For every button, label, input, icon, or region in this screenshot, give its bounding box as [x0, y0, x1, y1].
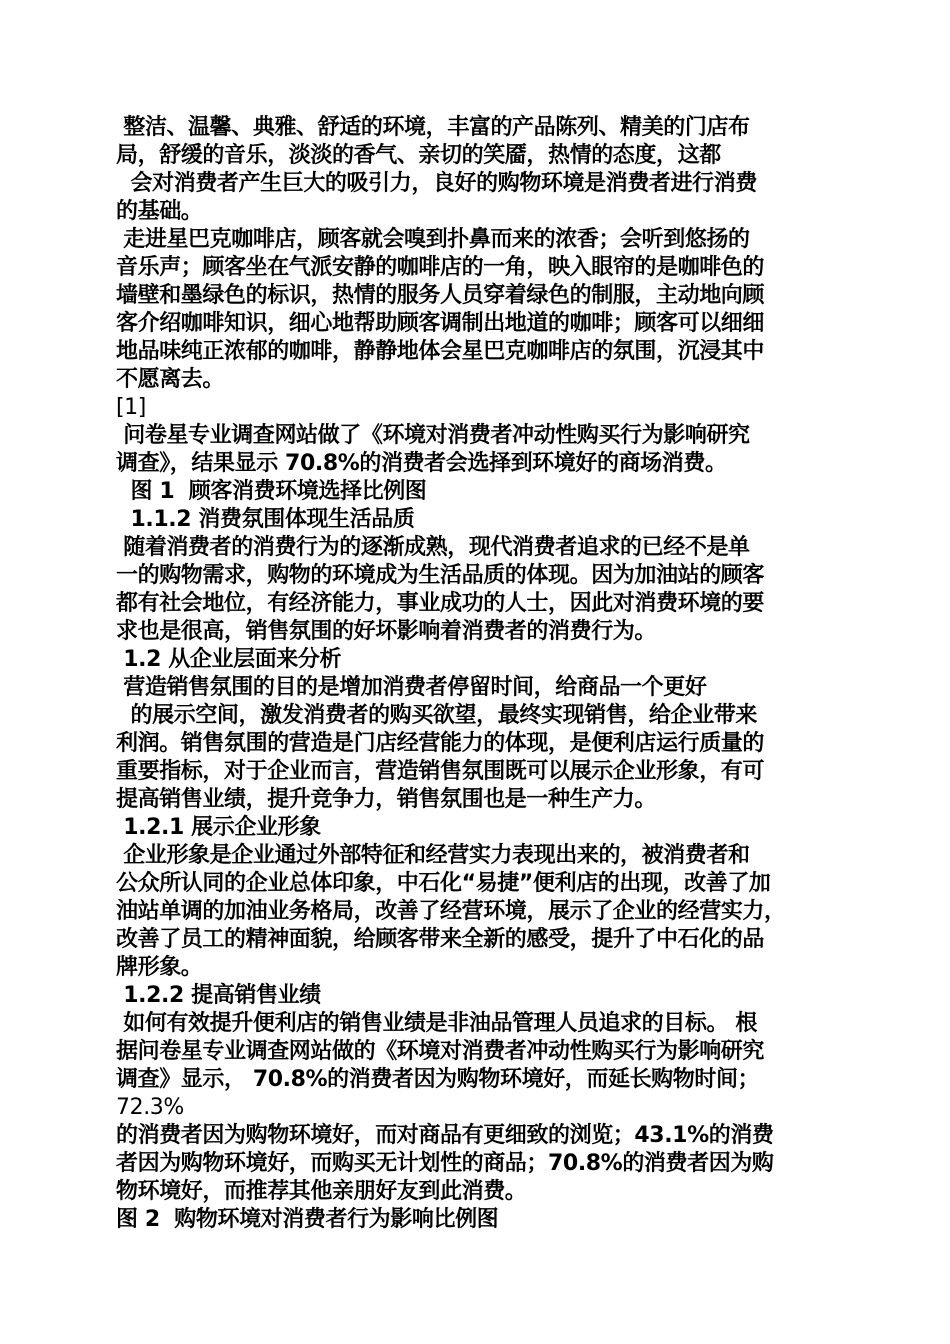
text-line: 油站单调的加油业务格局，改善了经营环境，展示了企业的经营实力， — [116, 899, 786, 924]
text-line: 调查》显示， 70.8%的消费者因为购物环境好，而延长购物时间； — [116, 1067, 760, 1092]
text-line: 利润。销售氛围的营造是门店经营能力的体现，是便利店运行质量的 — [116, 731, 765, 756]
text-line: 的消费者因为购物环境好，而对商品有更细致的浏览；43.1%的消费 — [116, 1123, 774, 1148]
text-line: 改善了员工的精神面貌，给顾客带来全新的感受，提升了中石化的品 — [116, 927, 765, 952]
text-line: 的基础。 — [116, 199, 203, 224]
text-line: 据问卷星专业调查网站做的《环境对消费者冲动性购买行为影响研究 — [116, 1039, 765, 1064]
text-line: 公众所认同的企业总体印象，中石化“易捷”便利店的出现，改善了加 — [116, 871, 771, 896]
figure-caption: 图 1 顾客消费环境选择比例图 — [116, 479, 427, 504]
text-line: 走进星巴克咖啡店，顾客就会嗅到扑鼻而来的浓香；会听到悠扬的 — [116, 227, 750, 252]
text-line: 都有社会地位，有经济能力，事业成功的人士，因此对消费环境的要 — [116, 591, 765, 616]
text-line: 营造销售氛围的目的是增加消费者停留时间，给商品一个更好 — [116, 675, 707, 700]
text-line: 音乐声；顾客坐在气派安静的咖啡店的一角，映入眼帘的是咖啡色的 — [116, 255, 765, 280]
text-line: 72.3% — [116, 1095, 184, 1120]
citation-ref: [1] — [116, 395, 146, 420]
text-line: 求也是很高，销售氛围的好坏影响着消费者的消费行为。 — [116, 619, 657, 644]
section-heading: 1.2.1 展示企业形象 — [116, 815, 321, 840]
text-line: 企业形象是企业通过外部特征和经营实力表现出来的，被消费者和 — [116, 843, 750, 868]
text-line: 重要指标，对于企业而言，营造销售氛围既可以展示企业形象，有可 — [116, 759, 765, 784]
text-line: 不愿离去。 — [116, 367, 225, 392]
text-line: 牌形象。 — [116, 955, 203, 980]
text-line: 的展示空间，激发消费者的购买欲望，最终实现销售，给企业带来 — [116, 703, 757, 728]
section-heading: 1.2.2 提高销售业绩 — [116, 983, 321, 1008]
text-line: 客介绍咖啡知识，细心地帮助顾客调制出地道的咖啡；顾客可以细细 — [116, 311, 765, 336]
text-line: 随着消费者的消费行为的逐渐成熟，现代消费者追求的已经不是单 — [116, 535, 750, 560]
text-line: 问卷星专业调查网站做了《环境对消费者冲动性购买行为影响研究 — [116, 423, 750, 448]
section-heading: 1.1.2 消费氛围体现生活品质 — [116, 507, 415, 532]
document-body — [116, 114, 846, 1234]
text-line: 一的购物需求，购物的环境成为生活品质的体现。因为加油站的顾客 — [116, 563, 765, 588]
text-line: 整洁、温馨、典雅、舒适的环境，丰富的产品陈列、精美的门店布 — [116, 115, 750, 140]
figure-caption: 图 2 购物环境对消费者行为影响比例图 — [116, 1207, 499, 1232]
text-line: 会对消费者产生巨大的吸引力，良好的购物环境是消费者进行消费 — [116, 171, 757, 196]
text-line: 调查》，结果显示 70.8%的消费者会选择到环境好的商场消费。 — [116, 451, 727, 476]
text-line: 物环境好，而推荐其他亲朋好友到此消费。 — [116, 1179, 527, 1204]
text-line: 墙壁和墨绿色的标识，热情的服务人员穿着绿色的制服，主动地向顾 — [116, 283, 765, 308]
text-line: 地品味纯正浓郁的咖啡，静静地体会星巴克咖啡店的氛围，沉浸其中 — [116, 339, 765, 364]
text-line: 提高销售业绩，提升竞争力，销售氛围也是一种生产力。 — [116, 787, 657, 812]
section-heading: 1.2 从企业层面来分析 — [116, 647, 342, 672]
text-line: 局，舒缓的音乐，淡淡的香气、亲切的笑靥，热情的态度，这都 — [116, 143, 721, 168]
text-line: 如何有效提升便利店的销售业绩是非油品管理人员追求的目标。 根 — [116, 1011, 757, 1036]
text-line: 者因为购物环境好，而购买无计划性的商品；70.8%的消费者因为购 — [116, 1151, 774, 1176]
